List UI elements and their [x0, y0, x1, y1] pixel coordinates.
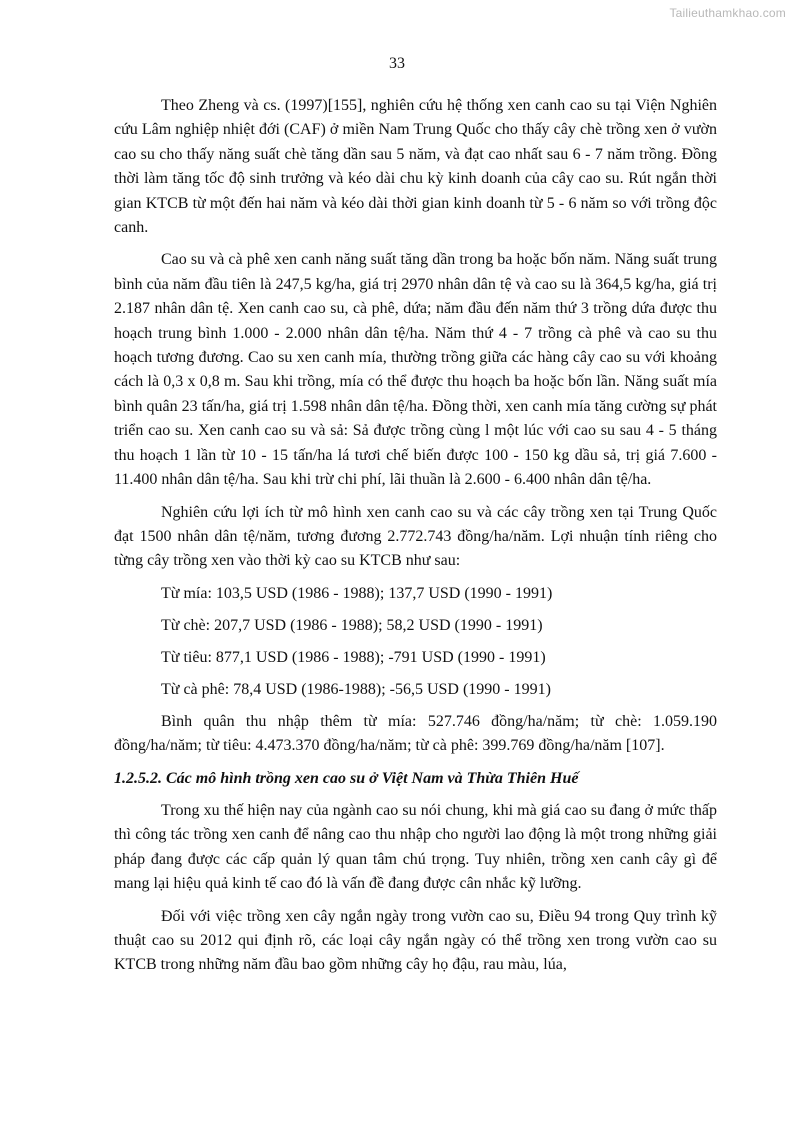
page-number: 33	[389, 55, 405, 72]
list-item-pepper: Từ tiêu: 877,1 USD (1986 - 1988); -791 USD (1990 - 1991)	[161, 648, 546, 666]
section-heading: 1.2.5.2. Các mô hình trồng xen cao su ở Việt Nam và Thừa Thiên Huế	[114, 769, 579, 787]
paragraph-intercropping-trend: Trong xu thế hiện nay của ngành cao su nói chung, khi mà giá cao su đang ở mức thấp thì công tác trồng xen canh để nâng cao thu nhập cho người lao động là một trong những giải pháp đang được các cấp quản lý quan tâm chú trọng. Tuy nhiên, trồng xen canh cây gì để mang lại hiệu quả kinh tế cao đó là vấn đề đang được cân nhắc kỹ lưỡng.	[114, 801, 717, 893]
list-item-sugarcane: Từ mía: 103,5 USD (1986 - 1988); 137,7 USD (1990 - 1991)	[161, 584, 553, 602]
list-item-tea: Từ chè: 207,7 USD (1986 - 1988); 58,2 USD (1990 - 1991)	[161, 616, 543, 634]
paragraph-average-income: Bình quân thu nhập thêm từ mía: 527.746 đồng/ha/năm; từ chè: 1.059.190 đồng/ha/năm; từ tiêu: 4.473.370 đồng/ha/năm; từ cà phê: 399.769 đồng/ha/năm [107].	[114, 712, 717, 755]
page-body	[114, 94, 717, 986]
paragraph-profit-study: Nghiên cứu lợi ích từ mô hình xen canh cao su và các cây trồng xen tại Trung Quốc đạt 1500 nhân dân tệ/năm, tương đương 2.772.743 đồng/ha/năm. Lợi nhuận tính riêng cho từng cây trồng xen vào thời kỳ cao su KTCB như sau:	[114, 503, 717, 570]
list-item-coffee: Từ cà phê: 78,4 USD (1986-1988); -56,5 USD (1990 - 1991)	[161, 680, 551, 698]
watermark: Tailieuthamkhao.com	[669, 6, 786, 20]
paragraph-article-94: Đối với việc trồng xen cây ngắn ngày trong vườn cao su, Điều 94 trong Quy trình kỹ thuật cao su 2012 qui định rõ, các loại cây ngắn ngày có thể trồng xen trong vườn cao su KTCB trong những năm đầu bao gồm những cây họ đậu, rau màu, lúa,	[114, 907, 717, 974]
paragraph-rubber-coffee: Cao su và cà phê xen canh năng suất tăng dần trong ba hoặc bốn năm. Năng suất trung bình của năm đầu tiên là 247,5 kg/ha, giá trị 2970 nhân dân tệ và cao su là 364,5 kg/ha, giá trị 2.187 nhân dân tệ. Xen canh cao su, cà phê, dứa; năm đầu đến năm thứ 3 trồng dứa được thu hoạch trung bình 1.000 - 2.000 nhân dân tệ/ha. Năm thứ 4 - 7 trồng cà phê và cao su thu hoạch tương đương. Cao su xen canh mía, thường trồng giữa các hàng cây cao su với khoảng cách là 0,3 x 0,8 m. Sau khi trồng, mía có thể được thu hoạch ba hoặc bốn lần. Năng suất mía bình quân 23 tấn/ha, giá trị 1.598 nhân dân tệ/ha. Đồng thời, xen canh mía tăng cường sự phát triển cao su. Xen canh cao su và sả: Sả được trồng cùng l một lúc với cao su sau 4 - 5 tháng thu hoạch 1 lần từ 10 - 15 tấn/ha lá tươi chế biến được 100 - 150 kg dầu sả, trị giá 7.600 - 11.400 nhân dân tệ/ha. Sau khi trừ chi phí, lãi thuần là 2.600 - 6.400 nhân dân tệ/ha.	[114, 251, 717, 489]
paragraph-zheng-study: Theo Zheng và cs. (1997)[155], nghiên cứu hệ thống xen canh cao su tại Viện Nghiên cứu Lâm nghiệp nhiệt đới (CAF) ở miền Nam Trung Quốc cho thấy cây chè trồng xen ở vườn cao su cho thấy năng suất chè tăng dần sau 5 năm, và đạt cao nhất sau 6 - 7 năm trồng. Đồng thời làm tăng tốc độ sinh trưởng và kéo dài chu kỳ kinh doanh của cây cao su. Rút ngắn thời gian KTCB từ một đến hai năm và kéo dài thời gian kinh doanh từ 5 - 6 năm so với trồng độc canh.	[114, 97, 717, 237]
